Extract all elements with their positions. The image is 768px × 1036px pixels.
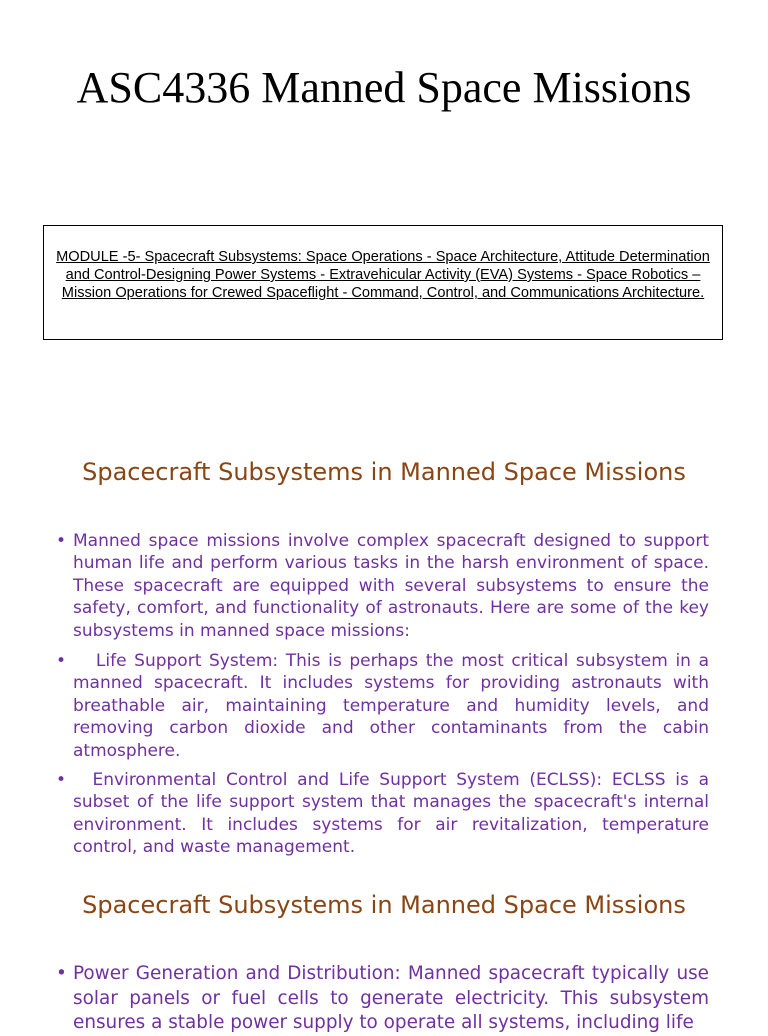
bullet-item (56, 650, 715, 762)
section-heading-2: Spacecraft Subsystems in Manned Space Missions (82, 891, 686, 919)
module-summary-box (43, 225, 723, 340)
bullet-text: Environmental Control and Life Support System (ECLSS): ECLSS is a subset of the life support system that manages the spacecraft's internal environment. It includes systems for air revitalization, temperature control, and waste management. (73, 770, 715, 858)
bullet-icon: • (56, 770, 67, 791)
section-2-bullet-list (56, 962, 709, 1036)
section-heading-1: Spacecraft Subsystems in Manned Space Missions (82, 458, 686, 486)
section-1-bullet-list (56, 530, 715, 859)
bullet-item (56, 769, 715, 859)
bullet-icon: • (56, 963, 67, 984)
bullet-item (56, 962, 709, 1036)
bullet-icon: • (56, 651, 67, 672)
bullet-icon: • (56, 531, 67, 551)
bullet-item (56, 530, 715, 642)
page-title: ASC4336 Manned Space Missions (76, 63, 692, 112)
bullet-text: Power Generation and Distribution: Manned spacecraft typically use solar panels or fuel cells to generate electricity. This subsystem ensures a stable power supply to operate all systems, including life (73, 963, 709, 1033)
bullet-text: Manned space missions involve complex spacecraft designed to support human life and perform various tasks in the harsh environment of space. These spacecraft are equipped with several subsystems to ensure the safety, comfort, and functionality of astronauts. Here are some of the key subsystems in manned space missions: (73, 531, 715, 641)
bullet-text: Life Support System: This is perhaps the most critical subsystem in a manned spacecraft. It includes systems for providing astronauts with breathable air, maintaining temperature and humidity levels, and removing carbon dioxide and other contaminants from the cabin atmosphere. (73, 651, 715, 761)
module-description: MODULE -5- Spacecraft Subsystems: Space Operations - Space Architecture, Attitude Determination and Control-Designing Power Systems - Extravehicular Activity (EVA) Systems - Space Robotics – Mission Operations for Crewed Spaceflight - Command, Control, and Communications Architecture. (56, 249, 710, 301)
